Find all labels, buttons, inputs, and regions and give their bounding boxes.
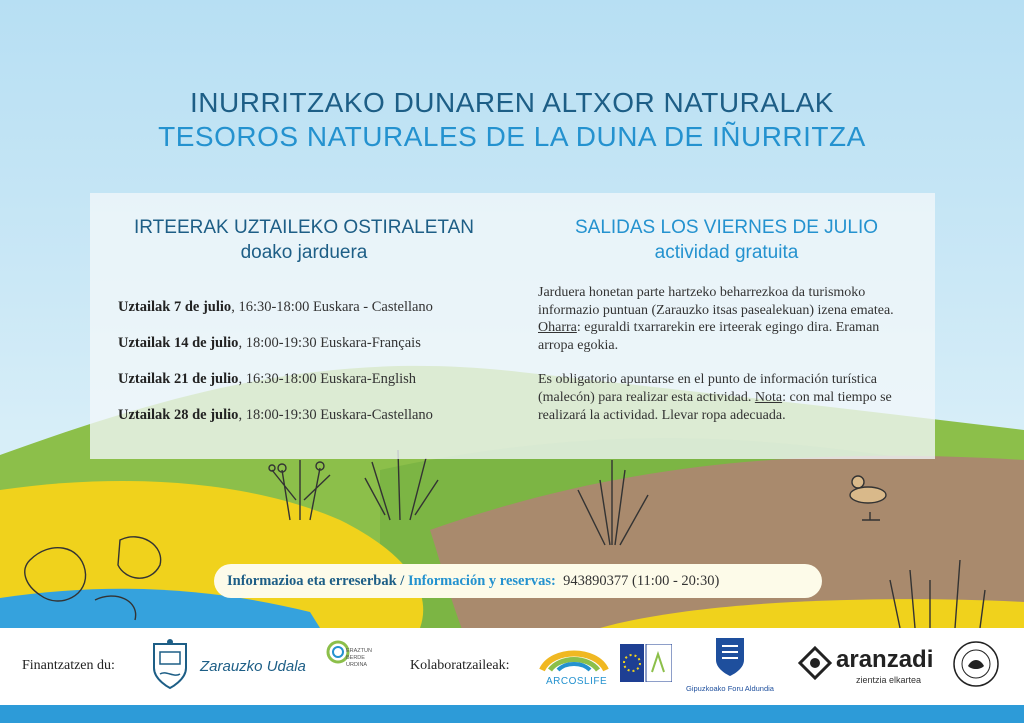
zarautz-logo-text: Zarauzko Udala bbox=[200, 658, 306, 675]
poster-titles bbox=[0, 86, 1024, 154]
left-heading-block bbox=[90, 216, 518, 266]
funded-label: Finantzatzen du: bbox=[22, 658, 115, 673]
schedule-time: , 16:30-18:00 Euskara - Castellano bbox=[231, 299, 433, 315]
info-panel bbox=[90, 193, 935, 459]
schedule-time: , 16:30-18:00 Euskara-English bbox=[238, 371, 417, 387]
left-subheading: doako jarduera bbox=[240, 242, 368, 263]
schedule-list bbox=[118, 298, 518, 442]
schedule-time: , 18:00-19:30 Euskara-Castellano bbox=[238, 407, 433, 423]
gipuzkoa-shield-icon bbox=[714, 636, 746, 683]
info-basque-text: Jarduera honetan parte hartzeko beharrezkoa da turismoko informazio puntuan (Zarauzko itsas pasealekuan) izena ematea. bbox=[538, 285, 894, 318]
sea-strip bbox=[0, 705, 1024, 723]
contact-separator: / bbox=[396, 573, 408, 589]
sponsor-footer bbox=[0, 628, 1024, 705]
natura-seal-icon bbox=[952, 640, 1000, 693]
right-heading: SALIDAS LOS VIERNES DE JULIO bbox=[574, 217, 879, 238]
schedule-date: Uztailak 21 de julio bbox=[118, 371, 239, 387]
schedule-item bbox=[118, 370, 518, 406]
schedule-time: , 18:00-19:30 Euskara-Français bbox=[238, 335, 421, 351]
note-label-basque: Oharra bbox=[538, 320, 577, 336]
aranzadi-logo-text: aranzadi bbox=[836, 646, 934, 673]
schedule-date: Uztailak 28 de julio bbox=[118, 407, 239, 423]
info-spanish bbox=[538, 371, 898, 424]
title-basque: INURRITZAKO DUNAREN ALTXOR NATURALAK bbox=[190, 87, 834, 118]
schedule-item bbox=[118, 406, 518, 442]
note-spanish: : con mal tiempo se realizará la actividad. Llevar ropa adecuada. bbox=[538, 389, 892, 423]
contact-label-spanish: Información y reservas bbox=[407, 573, 552, 589]
berde-line-1: ERAZTUN bbox=[346, 648, 372, 654]
right-heading-block bbox=[518, 216, 935, 266]
contact-label-basque: Informazioa eta erreserbak bbox=[227, 573, 397, 589]
right-subheading: actividad gratuita bbox=[654, 242, 799, 263]
zarautz-shield-icon bbox=[150, 638, 190, 695]
registration-info bbox=[538, 284, 898, 441]
aranzadi-tagline: zientzia elkartea bbox=[856, 675, 922, 685]
schedule-item bbox=[118, 334, 518, 370]
contact-phone[interactable]: 943890377 (11:00 - 20:30) bbox=[563, 573, 720, 589]
contact-colon: : bbox=[551, 573, 556, 589]
eu-life-logo-icon bbox=[620, 644, 672, 687]
berde-line-3: URDINA bbox=[346, 662, 368, 668]
arcoslife-logo-text: ARCOSLIFE bbox=[546, 676, 608, 687]
berde-urdina-logo-text bbox=[346, 648, 372, 669]
collaborators-label: Kolaboratzaileak: bbox=[410, 658, 510, 673]
schedule-item bbox=[118, 298, 518, 334]
info-spanish-text: Es obligatorio apuntarse en el punto de información turística (malecón) para realizar esta actividad. bbox=[538, 372, 878, 405]
title-spanish: TESOROS NATURALES DE LA DUNA DE IÑURRITZA bbox=[158, 121, 866, 152]
left-heading: IRTEERAK UZTAILEKO OSTIRALETAN bbox=[134, 217, 474, 238]
schedule-date: Uztailak 14 de julio bbox=[118, 335, 239, 351]
info-basque bbox=[538, 284, 898, 354]
note-basque: : eguraldi txarrarekin ere irteerak egingo dira. Eraman arropa egokia. bbox=[538, 320, 880, 353]
schedule-date: Uztailak 7 de julio bbox=[118, 299, 232, 315]
berde-line-2: BERDE bbox=[346, 655, 365, 661]
note-label-spanish: Nota bbox=[754, 389, 783, 405]
contact-banner bbox=[214, 564, 822, 598]
gipuzkoa-logo-text: Gipuzkoako Foru Aldundia bbox=[686, 684, 774, 693]
aranzadi-logo-icon bbox=[798, 646, 832, 685]
